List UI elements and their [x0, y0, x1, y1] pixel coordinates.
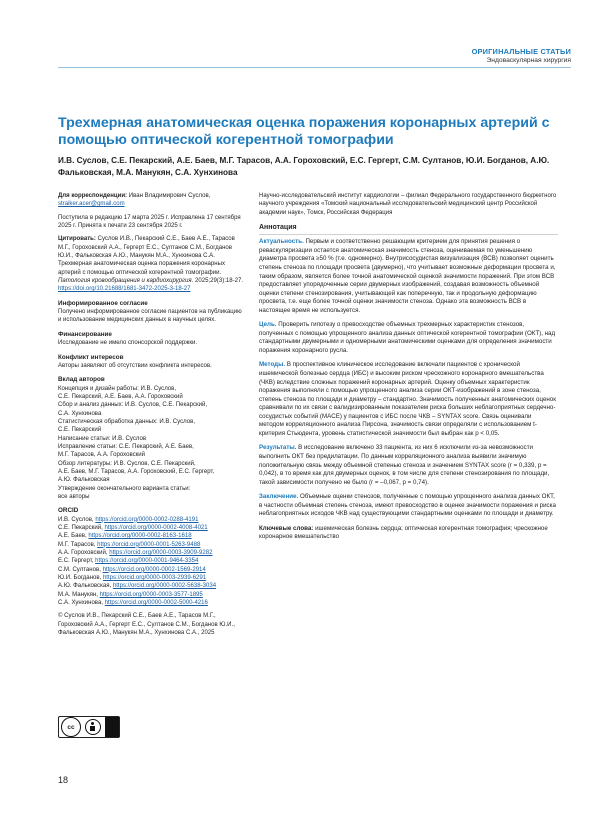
orcid-link[interactable]: https://orcid.org/0000-0003-2939-6291 [102, 575, 207, 582]
citation-year: 2025;29(3):18-27. [194, 278, 244, 285]
author-list: И.В. Суслов, С.Е. Пекарский, А.Е. Баев, М.Г. Тарасов, А.А. Гороховский, Е.С. Гергерт, С.М. Султанов, Ю.И. Богданов, А.Ю. Фальковская, М.А. Манукян, С.А. Хунхинова [58, 156, 550, 177]
cc-by-license-badge[interactable] [58, 716, 120, 738]
orcid-item [58, 541, 244, 549]
conflict-heading: Конфликт интересов [58, 353, 124, 361]
contrib-line: Исправление статьи: С.Е. Пекарский, А.Е. Баев, [58, 443, 194, 450]
orcid-link[interactable]: https://orcid.org/0000-0001-5263-9488 [97, 541, 201, 548]
consent-heading: Информированное согласие [58, 299, 148, 307]
conclusion-text: Объемные оценки стенозов, полученные с помощью упрощенного анализа данных ОКТ, в частности объемная степень стеноза, имеют превосходство в оценке значимости поражения и риска неблагоприятных исходов ЧКВ над существующими стандартными оценками по площади и диаметру. [259, 493, 556, 518]
keywords-paragraph [259, 525, 558, 542]
aim-label: Цель. [259, 321, 277, 329]
article-title: Трехмерная анатомическая оценка поражения коронарных артерий с помощью оптической когерентной томографии [58, 115, 550, 148]
orcid-author: С.М. Султанов, [58, 566, 101, 573]
orcid-item [58, 524, 244, 532]
by-attribution-icon [85, 719, 101, 735]
orcid-link[interactable]: https://orcid.org/0000-0002-5000-4216 [104, 600, 208, 607]
results-paragraph [259, 444, 558, 487]
correspondence-label: Для корреспонденции: [58, 193, 128, 199]
correspondence [58, 192, 244, 209]
orcid-item [58, 516, 244, 524]
orcid-author: А.А. Гороховский, [58, 550, 108, 557]
contrib-list [58, 385, 244, 502]
contrib-line: С.Е. Пекарский, А.Е. Баев, А.А. Гороховский [58, 393, 183, 400]
orcid-link[interactable]: https://orcid.org/0000-0003-3577-1895 [99, 591, 203, 598]
citation [58, 235, 244, 293]
orcid-item [58, 599, 244, 607]
citation-text: Суслов И.В., Пекарский С.Е., Баев А.Е., Тарасов М.Г., Гороховский А.А., Гергерт Е.С., Султанов С.М., Богданов Ю.И., Фальковская А.Ю., Манукян М.А., Хунхинова С.А. Трехмерная анатомическая оценка поражения коронарных артерий с помощью оптической когерентной томографии. [58, 236, 235, 276]
citation-label: Цитировать: [58, 236, 96, 243]
contrib-line: Статистическая обработка данных: И.В. Суслов, [58, 418, 196, 425]
orcid-link[interactable]: https://orcid.org/0000-0002-8163-1618 [88, 533, 192, 540]
orcid-author: Ю.И. Богданов, [58, 575, 102, 582]
orcid-author: И.В. Суслов, [58, 516, 94, 523]
contrib-line: Написание статьи: И.В. Суслов [58, 435, 147, 442]
methods-label: Методы. [259, 361, 286, 369]
relevance-paragraph [259, 238, 558, 315]
contrib-line: А.Е. Баев, М.Г. Тарасов, А.А. Гороховский, Е.С. Гергерт, [58, 468, 215, 475]
orcid-author: А.Ю. Фальковская, [58, 583, 112, 590]
contrib-line: все авторы [58, 494, 90, 500]
orcid-item [58, 557, 244, 565]
orcid-author: С.А. Хунхинова, [58, 600, 103, 607]
correspondence-name: Иван Владимирович Суслов, [128, 193, 211, 199]
orcid-item [58, 549, 244, 557]
orcid-link[interactable]: https://orcid.org/0000-0001-9464-3354 [95, 558, 199, 565]
funding-text: Исследование не имело спонсорской поддержки. [58, 340, 198, 347]
correspondence-email[interactable]: straiker.acer@gmail.com [58, 201, 125, 208]
results-text: В исследование включено 33 пациента, из них 6 исключили из-за невозможности выполнить ОКТ без предилатации. По данным корреляционного анализа выявили значимую положительную связь между объемной степенью стеноза и значением SYNTAX score (r = 0,339, p = 0,042), в то время как для двумерных оценок, в том числе для степени стенозирования по площади, такой зависимости получено не было (r = –0,067, p = 0,74). [259, 444, 550, 486]
contrib-line: Сбор и анализ данных: И.В. Суслов, С.Е. Пекарский, [58, 402, 208, 409]
orcid-author: М.А. Манукян, [58, 591, 98, 598]
orcid-author: С.Е. Пекарский, [58, 525, 103, 532]
affiliation: Научно-исследовательский институт кардиологии – филиал Федерального государственного бюджетного научного учреждения «Томский национальный исследовательский медицинский центр Российской академии наук», Томск, Российская Федерация [259, 193, 557, 216]
contrib-line: М.Г. Тарасов, А.А. Гороховский [58, 452, 146, 459]
conclusion-label: Заключение. [259, 493, 299, 501]
contrib-line: А.Ю. Фальковская [58, 477, 110, 484]
conclusion-paragraph [259, 493, 558, 519]
orcid-item [58, 574, 244, 582]
orcid-item [58, 591, 244, 599]
abstract-column [259, 192, 558, 542]
orcid-heading: ORCID [58, 507, 79, 515]
contrib-line: Обзор литературы: И.В. Суслов, С.Е. Пекарский, [58, 460, 196, 467]
results-label: Результаты. [259, 444, 297, 452]
orcid-author: А.Е. Баев, [58, 533, 87, 540]
badge-bar [105, 717, 119, 737]
orcid-link[interactable]: https://orcid.org/0000-0002-5638-3034 [112, 583, 217, 590]
orcid-list [58, 516, 244, 608]
orcid-author: Е.С. Гергерт, [58, 558, 94, 565]
header-divider [58, 67, 571, 68]
contrib-line: Утверждение окончательного варианта статьи: [58, 485, 191, 492]
relevance-label: Актуальность. [259, 238, 304, 246]
consent-text: Получено информированное согласие пациентов на публикацию и использование медицинских данных в научных целях. [58, 309, 242, 324]
copyright-note: © Суслов И.В., Пекарский С.Е., Баев А.Е., Тарасов М.Г., Гороховский А.А., Гергерт Е.С., Султанов С.М., Богданов Ю.И., Фальковская А.Ю., Манукян М.А., Хунхинова С.А., 2025 [58, 613, 235, 637]
contrib-line: С.А. Хунхинова [58, 410, 102, 417]
orcid-author: М.Г. Тарасов, [58, 541, 96, 548]
orcid-link[interactable]: https://orcid.org/0000-0002-1569-2914 [102, 566, 206, 573]
contrib-line: С.Е. Пекарский [58, 427, 102, 434]
aim-text: Проверить гипотезу о превосходстве объемных трехмерных характеристик стенозов, полученных с помощью упрощенного анализа данных оптической когерентной томографии (ОКТ), над стандартными двумерными и одномерными анатомическими оценками для определения значимости поражения коронарного русла. [259, 321, 556, 354]
orcid-link[interactable]: https://orcid.org/0000-0003-3909-9282 [109, 550, 213, 557]
conflict-text: Авторы заявляют об отсутствии конфликта интересов. [58, 362, 212, 369]
keywords-label: Ключевые слова: [259, 524, 314, 532]
orcid-item [58, 582, 244, 590]
funding-heading: Финансирование [58, 330, 112, 338]
abstract-divider [259, 234, 558, 235]
abstract-heading: Аннотация [259, 224, 297, 232]
section-label: ОРИГИНАЛЬНЫЕ СТАТЬИ [471, 47, 571, 56]
methods-text: В проспективное клиническое исследование включали пациентов с хронической ишемической болезнью сердца (ИБС) и высоким риском чрескожного коронарного вмешательства (ЧКВ) вследствие сложных поражений коронарных артерий. Оценку объемных характеристик поражения выполняли с помощью упрощенного анализа серии ОКТ-изображений в зоне стеноза, степень стеноза по площади и диаметру – стандартно. Значимость полученных анатомических оценок сравнивали по их связи с валидизированным показателем риска больших неблагоприятных сердечно-сосудистых событий (MACE) у пациентов с ИБС после ЧКВ – SYNTAX score. Связь оценивали методом корреляционного анализа Пирсона, значимость связи определяли с использованием t-критерия Стьюдента, уровень статистической значимости был выбран как p < 0,05. [259, 361, 556, 437]
aim-paragraph [259, 321, 558, 355]
cc-icon: cc [61, 717, 81, 737]
orcid-link[interactable]: https://orcid.org/0000-0002-0288-4191 [95, 516, 199, 523]
contrib-heading: Вклад авторов [58, 376, 105, 384]
article-info-column [58, 192, 244, 638]
orcid-item [58, 566, 244, 574]
page-number: 18 [58, 775, 69, 785]
methods-paragraph [259, 361, 558, 438]
citation-doi-link[interactable]: https://doi.org/10.21688/1681-3472-2025-3-18-27 [58, 286, 191, 293]
relevance-text: Первым и соответственно решающим критерием для принятия решения о реваскуляризации остается анатомическая значимость стеноза, оцениваемая по уменьшению диаметра просвета ≥50 % (т.е. одномерно). Внутрисосудистая визуализация (ВСВ) позволяет оценить степень стеноза по площади просвета (двумерно), что учитывает возможные деформации просвета и, таким образом, является более точной анатомической оценкой значимости поражений. При этом ВСВ предоставляет упорядоченные серии двумерных изображений, создавая возможность объемной оценки степени стенозирования, учитывающей как поперечную, так и продольную деформацию просвета, т.е. еще более точной оценки значимости стеноза. Однако эта возможность ВСВ в настоящее время не используется. [259, 238, 556, 314]
contrib-line: Концепция и дизайн работы: И.В. Суслов, [58, 385, 177, 392]
keywords-text: ишемическая болезнь сердца; оптическая когерентная томография; чрескожное коронарное вмешательство [259, 524, 548, 541]
subsection-label: Эндоваскулярная хирургия [486, 57, 571, 64]
citation-journal: Патология кровообращения и кардиохирургия. [58, 278, 194, 285]
orcid-link[interactable]: https://orcid.org/0000-0002-4008-4021 [104, 525, 208, 532]
received-dates: Поступила в редакцию 17 марта 2025 г. Исправлена 17 сентября 2025 г. Принята к печати 23 сентября 2025 г. [58, 214, 241, 230]
orcid-item [58, 532, 244, 540]
